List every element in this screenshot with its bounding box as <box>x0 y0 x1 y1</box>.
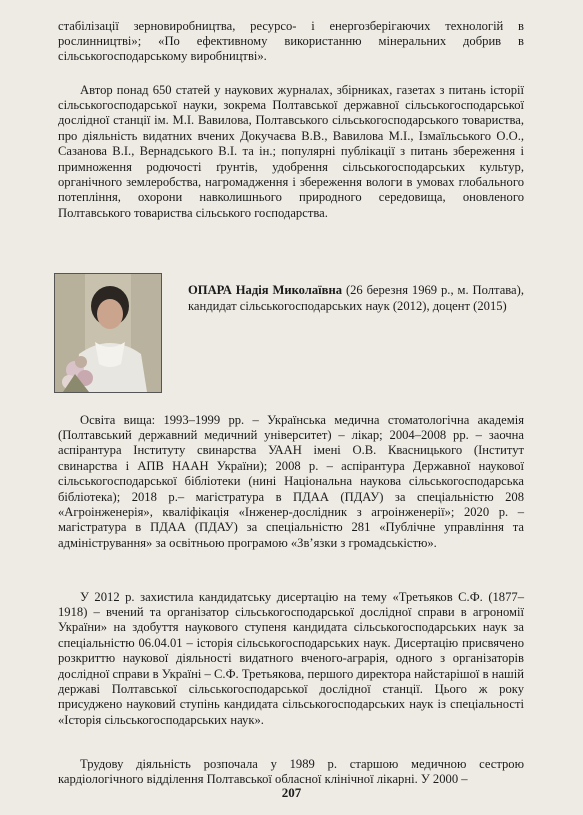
education-paragraph: Освіта вища: 1993–1999 рр. – Українська медична стоматологічна академія (Полтавський державний медичний університет) – лікар; 2004–2008 рр. – заочна аспірантура Інституту свинарства УААН імені О.В. Квасницького (Інститут свинарства і АПВ НААН України); 2008 р. – аспірантура Державної наукової сільськогосподарської бібліотеки (нині Національна наукова сільськогосподарська бібліотека); 2018 р.– магістратура в ПДАА (ПДАУ) за спеціальністю 208 «Агроінженерія», кваліфікація «Інженер-дослідник з агроінженерії»; 2020 р. – магістратура в ПДАА (ПДАУ) за спеціальністю 281 «Публічне управління та адміністрування» за освітньою програмою «Зв’язки з громадськістю». <box>58 412 524 550</box>
biography-heading <box>188 282 524 314</box>
page-number: 207 <box>281 785 302 800</box>
top-paragraph: стабілізації зерновиробництва, ресурсо- і енергозберігаючих технологій в рослинництві»; «По ефективному використанню мінеральних добрив в сільськогосподарському виробництві». <box>58 18 524 64</box>
author-publications-paragraph: Автор понад 650 статей у наукових журналах, збірниках, газетах з питань історії сільськогосподарської науки, зокрема Полтавської державної сільськогосподарської дослідної станції ім. М.І. Вавилова, Полтавського сільськогосподарського товариства, про діяльність видатних вчених Докучаєва В.В., Вавилова М.І., Ізмаїльського О.О., Сазанова В.І., Вернадського В.І. та ін.; популярні публікації з питань збереження і примноження родючості ґрунтів, удобрення сільськогосподарських культур, органічного землеробства, нагромадження і збереження вологи в умовах глобального потепління, охорони навколишнього природного середовища, оновленого Полтавського товариства сільського господарства. <box>58 82 524 220</box>
person-name: ОПАРА Надія Миколаївна <box>188 283 343 297</box>
portrait-photo <box>54 273 162 393</box>
person-details: (26 березня 1969 р., м. Полтава), кандидат сільськогосподарських наук (2012), доцент (2015) <box>188 283 524 313</box>
dissertation-paragraph: У 2012 р. захистила кандидатську дисертацію на тему «Третьяков С.Ф. (1877–1918) – вчений та організатор сільськогосподарської дослідної справи в агрономії України» на здобуття наукового ступеня кандидата сільськогосподарських наук за спеціальністю 06.04.01 – історія сільськогосподарських наук. Дисертацію присвячено розкриттю наукової діяльності видатного вченого-аграрія, одного з організаторів дослідної справи в Україні – С.Ф. Третьякова, першого директора найстарішої в нашій державі Полтавської сільськогосподарської дослідної станції. Цього ж року присуджено науковий ступінь кандидата сільськогосподарських наук із спеціальності «Історія сільськогосподарських наук». <box>58 589 524 727</box>
work-paragraph: Трудову діяльність розпочала у 1989 р. старшою медичною сестрою кардіологічного відділення Полтавської обласної клінічної лікарні. У 2000 – <box>58 756 524 786</box>
portrait-image <box>55 274 161 392</box>
